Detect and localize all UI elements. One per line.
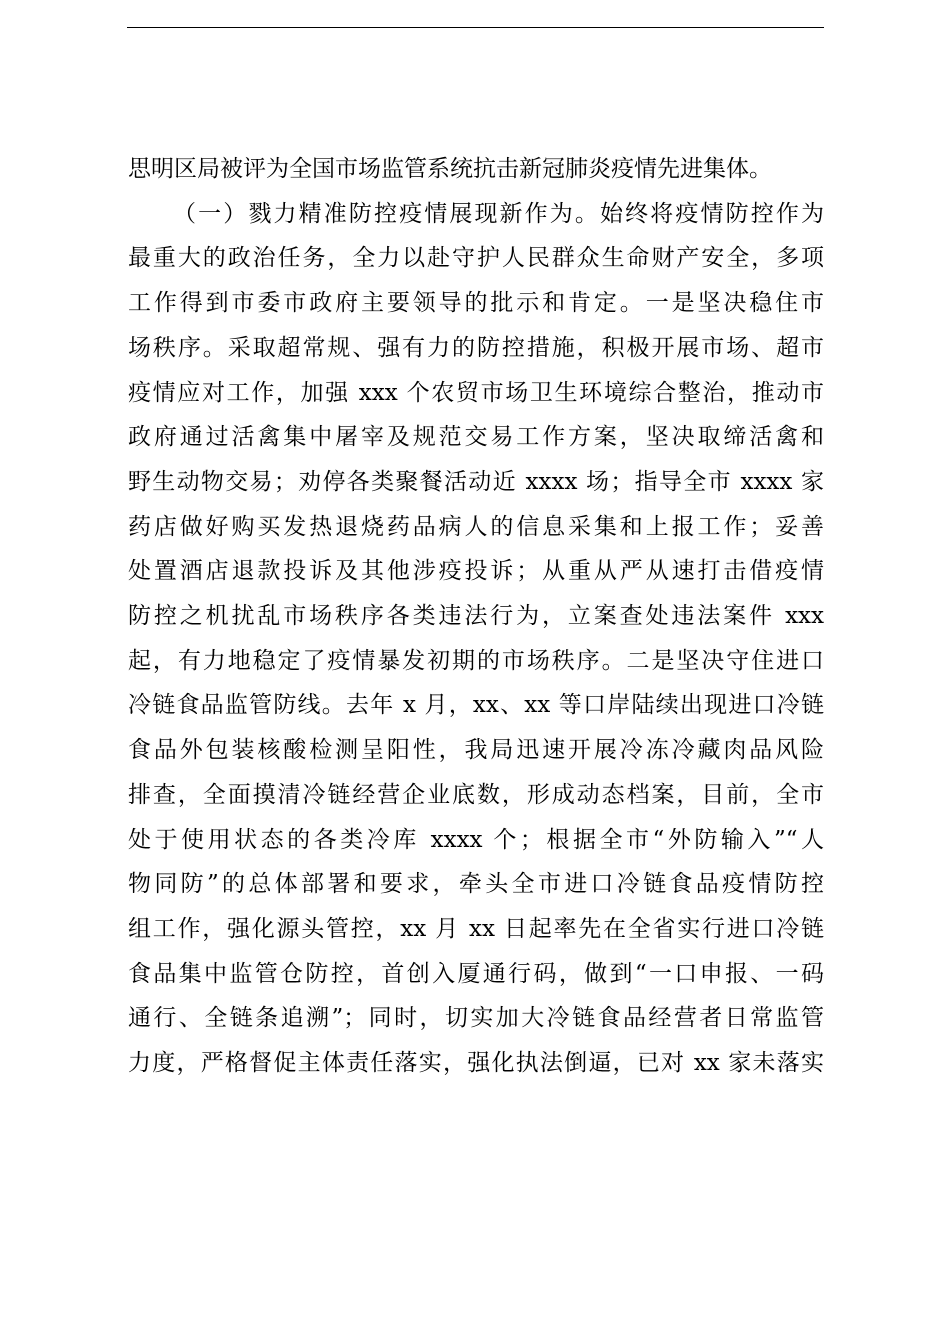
text-line: 政府通过活禽集中屠宰及规范交易工作方案，坚决取缔活禽和 (128, 424, 824, 451)
text-line: 排查，全面摸清冷链经营企业底数，形成动态档案，目前，全市 (128, 781, 824, 808)
text-line: 药店做好购买发热退烧药品病人的信息采集和上报工作；妥善 (128, 513, 824, 540)
text-line: 食品集中监管仓防控，首创入厦通行码，做到“一口申报、一码 (128, 960, 824, 987)
header-rule (127, 27, 824, 28)
text-line: 野生动物交易；劝停各类聚餐活动近 xxxx 场；指导全市 xxxx 家 (128, 468, 824, 495)
text-line: 处于使用状态的各类冷库 xxxx 个；根据全市“外防输入”“人 (128, 826, 824, 853)
text-line: 力度，严格督促主体责任落实，强化执法倒逼，已对 xx 家未落实 (128, 1050, 824, 1077)
text-line: 物同防”的总体部署和要求，牵头全市进口冷链食品疫情防控 (128, 871, 824, 898)
text-line: 组工作，强化源头管控，xx 月 xx 日起率先在全省实行进口冷链 (128, 915, 824, 942)
text-line: （一）戮力精准防控疫情展现新作为。始终将疫情防控作为 (173, 200, 824, 227)
text-line: 场秩序。采取超常规、强有力的防控措施，积极开展市场、超市 (128, 334, 824, 361)
text-line: 工作得到市委市政府主要领导的批示和肯定。一是坚决稳住市 (128, 290, 824, 317)
text-line: 食品外包装核酸检测呈阳性，我局迅速开展冷冻冷藏肉品风险 (128, 737, 824, 764)
body-text (128, 147, 828, 1086)
text-line: 起，有力地稳定了疫情暴发初期的市场秩序。二是坚决守住进口 (128, 647, 824, 674)
text-line: 疫情应对工作，加强 xxx 个农贸市场卫生环境综合整治，推动市 (128, 379, 824, 406)
text-line: 防控之机扰乱市场秩序各类违法行为，立案查处违法案件 xxx (128, 603, 824, 630)
text-line: 冷链食品监管防线。去年 x 月，xx、xx 等口岸陆续出现进口冷链 (128, 692, 824, 719)
text-line: 通行、全链条追溯”；同时，切实加大冷链食品经营者日常监管 (128, 1005, 824, 1032)
text-line: 思明区局被评为全国市场监管系统抗击新冠肺炎疫情先进集体。 (128, 156, 772, 182)
text-line: 最重大的政治任务，全力以赴守护人民群众生命财产安全，多项 (128, 245, 824, 272)
text-line: 处置酒店退款投诉及其他涉疫投诉；从重从严从速打击借疫情 (128, 558, 824, 585)
